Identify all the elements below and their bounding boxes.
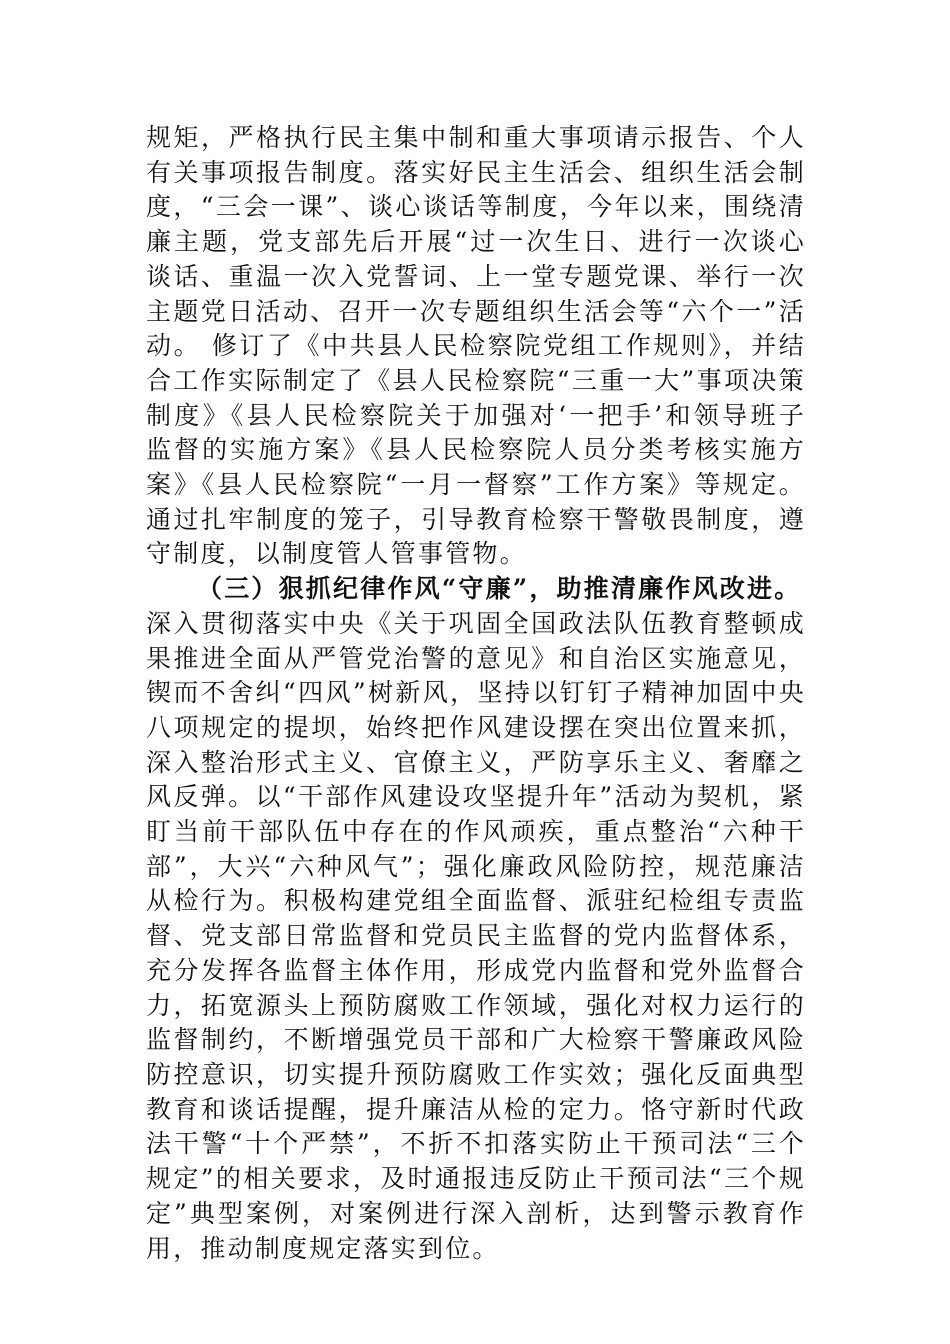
section-heading-discipline: （三）狠抓纪律作风“守廉”，助推清廉作风改进。 [197,574,802,604]
paragraph-rules-system: 规矩，严格执行民主集中制和重大事项请示报告、个人有关事项报告制度。落实好民主生活会、组织生活会制度，“三会一课”、谈心谈话等制度，今年以来，围绕清廉主题，党支部先后开展“过一次生日、进行一次谈心谈话、重温一次入党誓词、上一堂专题党课、举行一次主题党日活动、召开一次专题组织生活会等“六个一”活动。 修订了《中共县人民检察院党组工作规则》，并结合工作实际制定了《县人民检察院“三重一大”事项决策制度》《县人民检察院关于加强对‘一把手’和领导班子监督的实施方案》《县人民检察院人员分类考核实施方案》《县人民检察院“一月一督察”工作方案》等规定。通过扎牢制度的笼子，引导教育检察干警敬畏制度，遵守制度，以制度管人管事管物。 [146,123,806,569]
document-body [146,121,806,1266]
paragraph-discipline-style: 深入贯彻落实中央《关于巩固全国政法队伍教育整顿成果推进全面从严管党治警的意见》和自治区实施意见，锲而不舍纠“四风”树新风，坚持以钉钉子精神加固中央八项规定的提坝，始终把作风建设摆在突出位置来抓，深入整治形式主义、官僚主义，严防享乐主义、奢靡之风反弹。以“干部作风建设攻坚提升年”活动为契机，紧盯当前干部队伍中存在的作风顽疾，重点整治“六种干部”，大兴“六种风气”；强化廉政风险防控，规范廉洁从检行为。积极构建党组全面监督、派驻纪检组专责监督、党支部日常监督和党员民主监督的党内监督体系，充分发挥各监督主体作用，形成党内监督和党外监督合力，拓宽源头上预防腐败工作领域，强化对权力运行的监督制约，不断增强党员干部和广大检察干警廉政风险防控意识，切实提升预防腐败工作实效；强化反面典型教育和谈话提醒，提升廉洁从检的定力。恪守新时代政法干警“十个严禁”，不折不扣落实防止干预司法“三个规定”的相关要求，及时通报违反防止干预司法“三个规定”典型案例，对案例进行深入剖析，达到警示教育作用，推动制度规定落实到位。 [146,608,806,1263]
